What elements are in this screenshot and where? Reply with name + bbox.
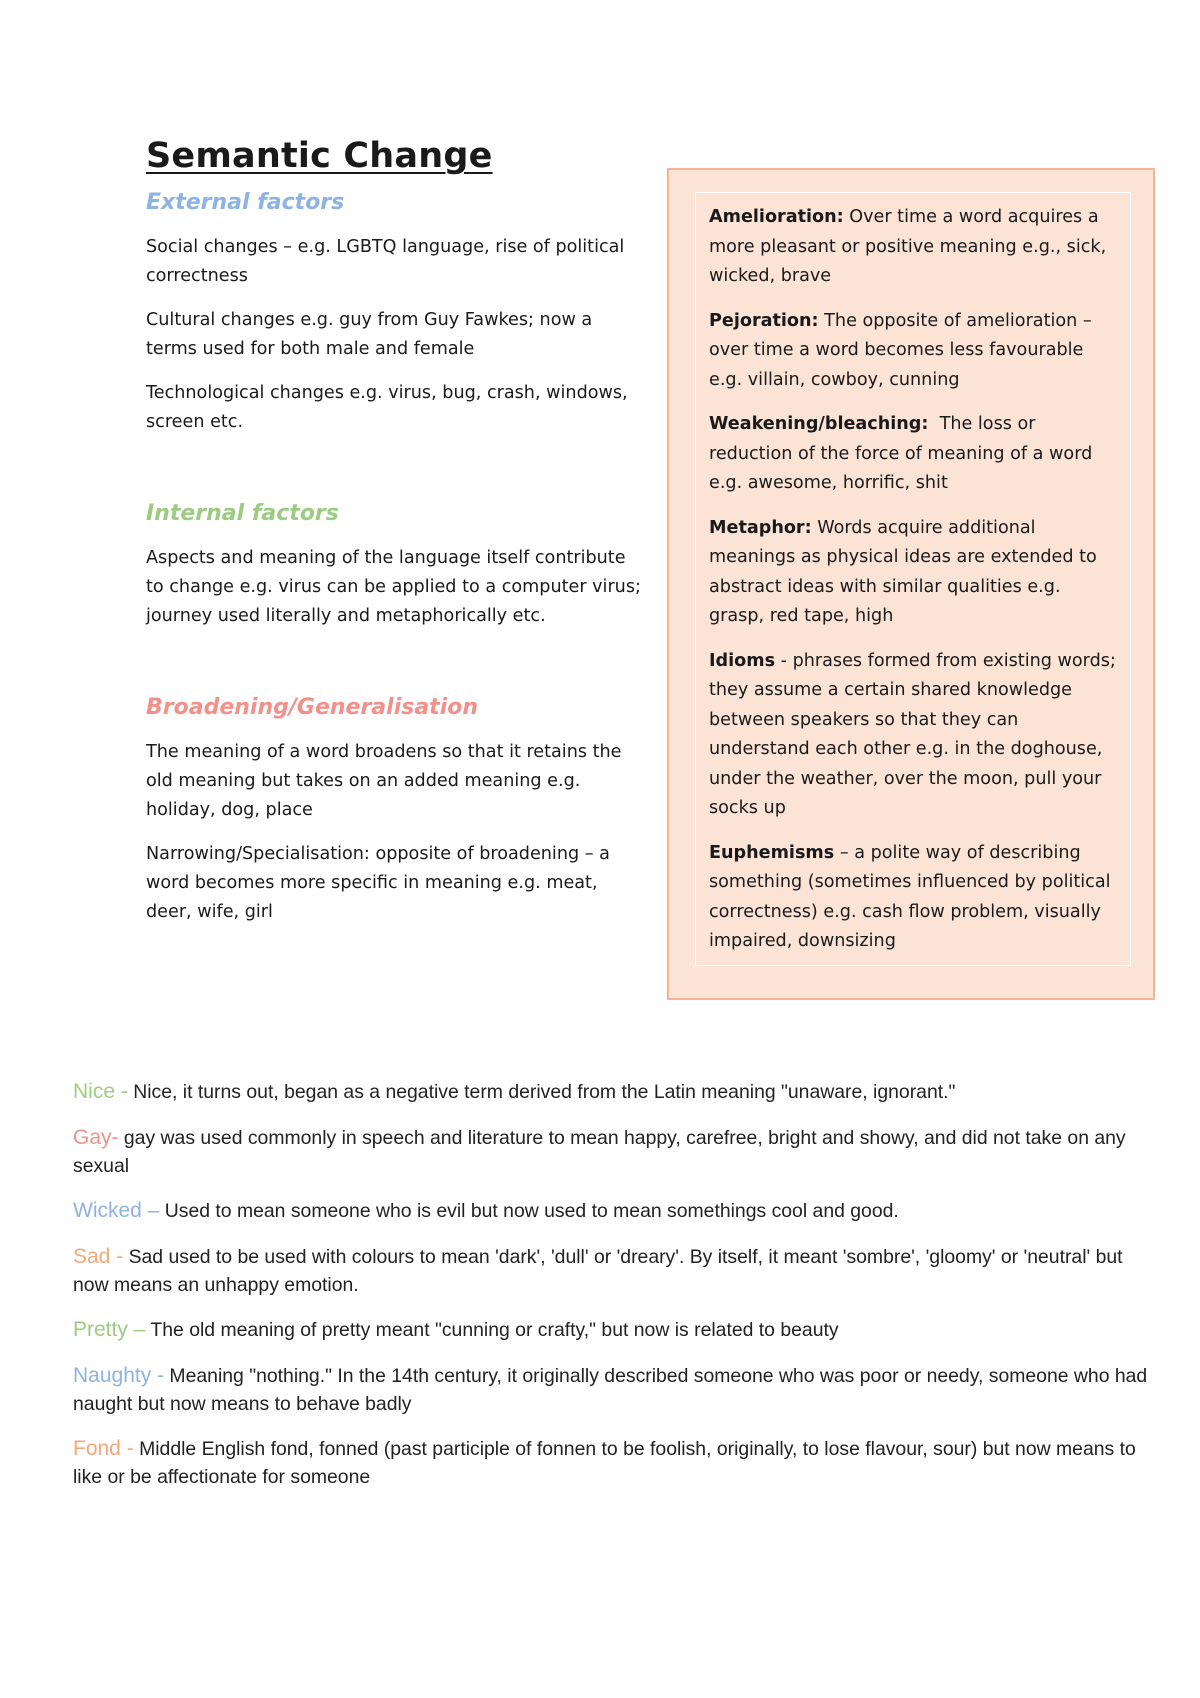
page-title: Semantic Change [146,136,493,176]
example-word: Nice - [73,1080,128,1103]
example-text: Middle English fond, fonned (past participle of fonnen to be foolish, originally, to lose flavour, sour) but now means to like or be affectionate for someone [73,1438,1136,1488]
definition-metaphor [709,514,1118,632]
example-text: Nice, it turns out, began as a negative term derived from the Latin meaning "unaware, ignorant." [127,1081,956,1103]
definition-term: Euphemisms [709,842,835,863]
definition-text: Words acquire additional meanings as physical ideas are extended to abstract ideas with similar qualities e.g. grasp, red tape, high [709,517,1097,626]
example-gay [73,1124,1163,1180]
example-text: Used to mean someone who is evil but now used to mean somethings cool and good. [159,1200,899,1222]
external-paragraph: Social changes – e.g. LGBTQ language, rise of political correctness [146,237,625,286]
example-word: Pretty – [73,1318,146,1341]
example-text: The old meaning of pretty meant "cunning or crafty," but now is related to beauty [145,1319,839,1341]
example-word: Wicked – [73,1199,160,1222]
broadening-paragraph: The meaning of a word broadens so that it retains the old meaning but takes on an added meaning e.g. holiday, dog, place [146,742,622,820]
example-sad [73,1243,1163,1299]
external-paragraph: Cultural changes e.g. guy from Guy Fawkes; now a terms used for both male and female [146,310,593,359]
example-naughty [73,1362,1163,1418]
definition-euphemisms [709,839,1118,957]
internal-factors-heading: Internal factors [146,501,339,526]
definition-term: Idioms [709,650,776,671]
definitions-box-inner [695,192,1131,966]
definition-text: - phrases formed from existing words; they assume a certain shared knowledge between speakers so that they can understand each other e.g. in the doghouse, under the weather, over the moon, pull your socks up [709,650,1116,818]
definition-weakening [709,410,1118,499]
definition-term: Pejoration: [709,310,819,331]
example-word: Gay- [73,1125,119,1149]
definition-text: Over time a word acquires a more pleasant or positive meaning e.g., sick, wicked, brave [709,207,1107,286]
example-fond [73,1435,1163,1491]
definition-idioms [709,647,1118,824]
example-word: Naughty - [73,1363,165,1387]
broadening-heading: Broadening/Generalisation [146,695,479,720]
external-factors-heading: External factors [146,190,345,215]
word-examples-list [73,1078,1163,1509]
definition-term: Amelioration: [709,207,844,227]
definition-text: – a polite way of describing something (sometimes influenced by political correctness) e.g. cash flow problem, visually impaired, downsizing [709,842,1111,951]
example-wicked [73,1197,1163,1225]
definition-amelioration [709,203,1118,292]
example-text: Sad used to be used with colours to mean 'dark', 'dull' or 'dreary'. By itself, it meant 'sombre', 'gloomy' or 'neutral' but now means an unhappy emotion. [73,1245,1123,1296]
left-column [146,136,646,942]
definition-pejoration [709,307,1118,396]
definition-text: The loss or reduction of the force of meaning of a word e.g. awesome, horrific, shit [709,414,1098,493]
definitions-box [667,168,1155,1000]
external-paragraph: Technological changes e.g. virus, bug, crash, windows, screen etc. [146,383,628,432]
example-word: Fond - [73,1437,134,1460]
example-nice [73,1078,1163,1106]
internal-paragraph: Aspects and meaning of the language itself contribute to change e.g. virus can be applied to a computer virus; journey used literally and metaphorically etc. [146,548,641,626]
definition-term: Weakening/bleaching: [709,414,929,434]
example-word: Sad - [73,1244,124,1268]
narrowing-paragraph: Narrowing/Specialisation: opposite of broadening – a word becomes more specific in meaning e.g. meat, deer, wife, girl [146,844,610,922]
example-pretty [73,1316,1163,1344]
definition-term: Metaphor: [709,517,812,538]
example-text: Meaning "nothing." In the 14th century, it originally described someone who was poor or needy, someone who had naught but now means to behave badly [73,1364,1148,1415]
example-text: gay was used commonly in speech and literature to mean happy, carefree, bright and showy, and did not take on any sexual [73,1126,1126,1177]
definition-text: The opposite of amelioration – over time a word becomes less favourable e.g. villain, cowboy, cunning [709,310,1092,390]
